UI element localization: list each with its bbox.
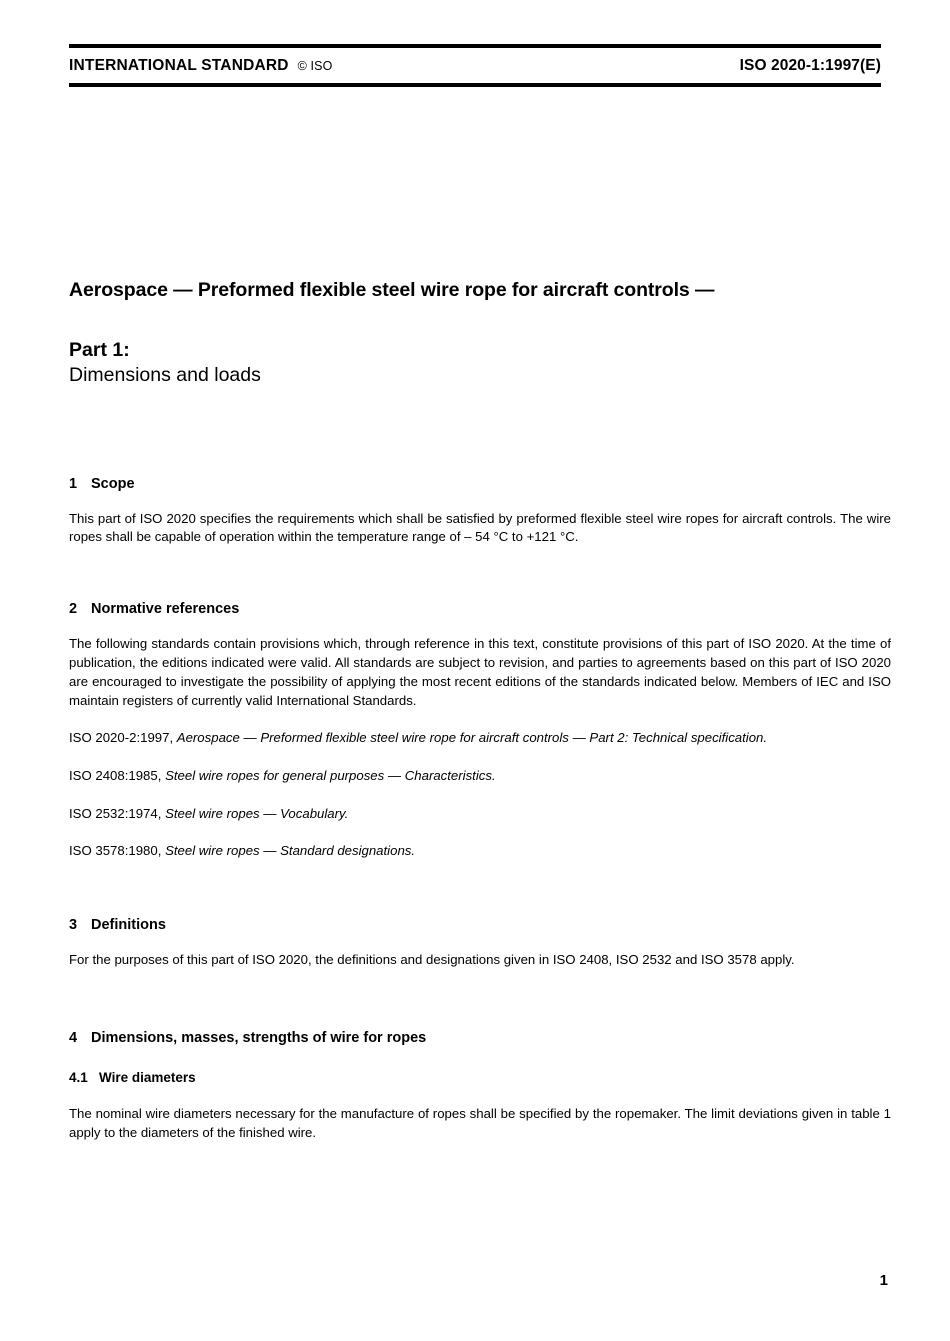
paragraph-normative-references: The following standards contain provisions which, through reference in this text, constitute provisions of this part of ISO 2020. At the time of publication, the editions indicated were valid. All standards are subject to revision, and parties to agreements based on this part of ISO 2020 are encouraged to investigate the possibility of applying the most recent editions of the standards indicated below. Members of IEC and ISO maintain registers of currently valid International Standards. xyxy=(69,636,891,708)
standard-type-label: INTERNATIONAL STANDARD xyxy=(69,57,289,74)
subsection-title-wire-diameters: Wire diameters xyxy=(99,1070,196,1086)
page-number: 1 xyxy=(879,1272,888,1289)
section-title-scope: Scope xyxy=(91,475,135,492)
part-block xyxy=(69,338,891,389)
reference-entry xyxy=(69,767,891,786)
spacer xyxy=(69,1087,891,1105)
section-heading-dimensions xyxy=(69,1029,891,1047)
spacer xyxy=(69,748,891,767)
paragraph-wire-diameters: The nominal wire diameters necessary for the manufacture of ropes shall be specified by the ropemaker. The limit deviations given in table 1 apply to the diameters of the finished wire. xyxy=(69,1106,891,1140)
section-number-4: 4 xyxy=(69,1030,78,1047)
spacer xyxy=(69,861,891,916)
paragraph-scope: This part of ISO 2020 specifies the requirements which shall be satisfied by preformed flexible steel wire ropes for aircraft controls. The wire ropes shall be capable of operation within the temperature range of – 54 °C to +121 °C. xyxy=(69,510,891,545)
header-rule-bottom xyxy=(69,83,881,87)
section-heading-normative-references xyxy=(69,600,891,618)
section-number-2: 2 xyxy=(69,601,78,618)
document-body xyxy=(69,278,891,1143)
section-heading-definitions xyxy=(69,916,891,934)
section-title-dimensions: Dimensions, masses, strengths of wire for ropes xyxy=(91,1030,427,1047)
reference-title: Steel wire ropes for general purposes — Characteristics. xyxy=(165,768,496,783)
reference-designation: ISO 3578:1980, xyxy=(69,843,166,859)
reference-designation: ISO 2020-2:1997, xyxy=(69,730,177,746)
spacer xyxy=(69,710,891,729)
part-subtitle: Dimensions and loads xyxy=(69,364,261,387)
section-number-1: 1 xyxy=(69,475,78,492)
section-title-normative-references: Normative references xyxy=(91,601,240,618)
reference-designation: ISO 2532:1974, xyxy=(69,805,166,821)
reference-entry xyxy=(69,805,891,824)
reference-designation: ISO 2408:1985, xyxy=(69,768,166,783)
section-title-definitions: Definitions xyxy=(91,917,166,934)
header-row xyxy=(69,48,881,83)
running-header xyxy=(69,44,881,87)
spacer xyxy=(69,493,891,510)
copyright-label: © ISO xyxy=(297,59,333,73)
document-title: Aerospace — Preformed flexible steel wire rope for aircraft controls — xyxy=(69,279,715,301)
header-left-group xyxy=(69,57,332,75)
reference-title: Aerospace — Preformed flexible steel wire rope for aircraft controls — Part 2: Technical specification. xyxy=(176,730,768,746)
paragraph-definitions: For the purposes of this part of ISO 2020, the definitions and designations given in ISO 2408, ISO 2532 and ISO 3578 apply. xyxy=(69,952,795,968)
spacer xyxy=(69,389,891,475)
section-number-3: 3 xyxy=(69,917,78,934)
reference-title: Steel wire ropes — Vocabulary. xyxy=(165,805,349,821)
section-heading-scope xyxy=(69,475,891,493)
spacer xyxy=(69,934,891,951)
reference-entry xyxy=(69,842,891,861)
spacer xyxy=(69,1047,891,1070)
reference-entry xyxy=(69,729,891,748)
subsection-number-4-1: 4.1 xyxy=(69,1070,88,1086)
reference-title: Steel wire ropes — Standard designations. xyxy=(165,843,416,859)
standard-reference-label: ISO 2020-1:1997(E) xyxy=(739,57,881,74)
spacer xyxy=(69,823,891,842)
part-label: Part 1: xyxy=(69,338,130,361)
subsection-heading-wire-diameters xyxy=(69,1070,891,1087)
spacer xyxy=(69,970,891,1029)
spacer xyxy=(69,618,891,635)
spacer xyxy=(69,786,891,805)
spacer xyxy=(69,547,891,600)
